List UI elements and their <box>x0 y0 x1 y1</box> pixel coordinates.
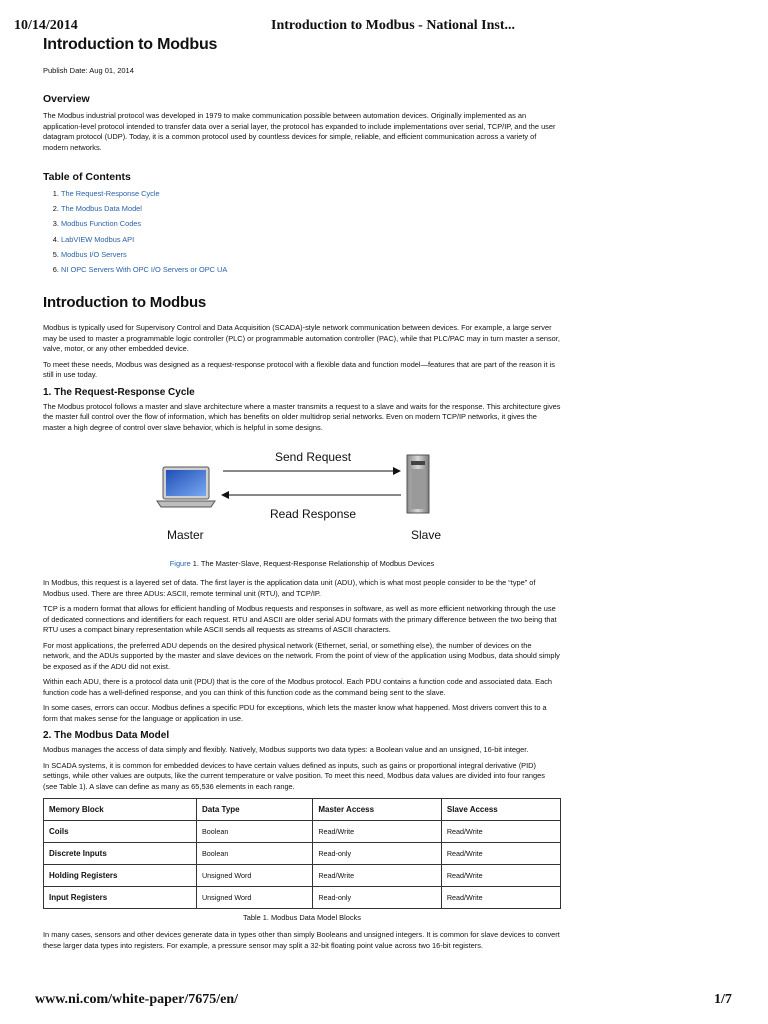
table-header-cell: Memory Block <box>44 799 197 821</box>
table-cell: Boolean <box>196 821 312 843</box>
table-cell: Read/Write <box>441 821 560 843</box>
section-1-paragraph-2: In Modbus, this request is a layered set of data. The first layer is the application data unit (ADU), which is what most people consider to be the “type” of Modbus used. There are three ADUs: ASCII, remote terminal unit (RTU), and TCP/IP. <box>43 578 536 598</box>
toc-link-io-servers[interactable]: Modbus I/O Servers <box>61 249 127 259</box>
laptop-icon <box>157 467 215 507</box>
section-2-paragraph-1: Modbus manages the access of data simply and flexibly. Natively, Modbus supports two data types: a Boolean value and an unsigned, 16-bit integer. <box>43 745 529 755</box>
table-cell: Read/Write <box>313 865 442 887</box>
table-cell: Boolean <box>196 843 312 865</box>
toc-link-data-model[interactable]: The Modbus Data Model <box>61 204 142 214</box>
intro-paragraph-2: To meet these needs, Modbus was designed as a request-response protocol with a flexible data and function model—features that are part of the reason it is still in use today. <box>43 359 555 380</box>
section-1-paragraph-5: Within each ADU, there is a protocol data unit (PDU) that is the core of the Modbus protocol. Each PDU contains a function code and associated data. Each function code has a well-defined response, and you can think of this function code as the command being sent to the slave. <box>43 677 553 697</box>
print-footer-page: 1/7 <box>714 992 732 1007</box>
toc-link-opc-servers[interactable]: NI OPC Servers With OPC I/O Servers or OPC UA <box>61 264 228 274</box>
intro-paragraph-1: Modbus is typically used for Supervisory Control and Data Acquisition (SCADA)-style network communication between devices. For example, a large server may be used to master a programmable logic controller (PLC) or programmable automation controller (PAC), while that PLC/PAC may in turn master a sensor, valve, motor, or any other embedded device. <box>43 323 560 354</box>
toc-link-request-response[interactable]: The Request-Response Cycle <box>61 189 160 198</box>
table-cell: Read-only <box>313 887 442 909</box>
master-slave-diagram <box>145 445 445 545</box>
section-2-paragraph-2: In SCADA systems, it is common for embedded devices to have certain values defined as inputs, such as gains or proportional integral derivative (PID) settings, while other values are outputs, like the current temperature or valve position. To meet this need, Modbus data values are divided into four ranges (see Table 1). A slave can define as many as 65,536 elements in each range. <box>43 760 545 791</box>
table-cell: Unsigned Word <box>196 887 312 909</box>
figure-caption: Figure 1. The Master-Slave, Request-Response Relationship of Modbus Devices <box>169 559 435 569</box>
page-title: Introduction to Modbus <box>43 36 218 53</box>
data-model-table <box>43 798 561 909</box>
table-cell: Read-only <box>313 843 442 865</box>
table-cell: Read/Write <box>313 821 442 843</box>
print-header-title: Introduction to Modbus - National Inst... <box>271 18 516 33</box>
send-request-label: Send Request <box>275 450 352 465</box>
print-header-date: 10/14/2014 <box>14 18 78 33</box>
toc-heading: Table of Contents <box>43 171 131 183</box>
table-of-contents <box>43 189 561 280</box>
table-row <box>44 865 561 887</box>
section-1-paragraph-6: In some cases, errors can occur. Modbus defines a specific PDU for exceptions, which lets the master know what happened. Most drivers convert this to a form that makes sense for the language or application in use. <box>43 703 547 723</box>
toc-link-function-codes[interactable]: Modbus Function Codes <box>61 219 142 229</box>
server-icon <box>407 455 429 513</box>
table-caption: Table 1. Modbus Data Model Blocks <box>243 913 361 923</box>
table-row <box>44 887 561 909</box>
toc-link-labview-api[interactable]: LabVIEW Modbus API <box>61 234 135 244</box>
section-1-paragraph-3: TCP is a modern format that allows for efficient handling of Modbus requests and responses in software, as well as more efficient networking through the use of dedicated connections and identifiers for each request. RTU and ASCII are older serial ADU formats with the primary difference between the two being that RTU uses a compact binary representation while ASCII sends all requests as streams of ASCII characters. <box>43 604 557 635</box>
table-row <box>44 821 561 843</box>
table-header-cell: Master Access <box>313 799 442 821</box>
table-cell: Holding Registers <box>44 865 197 887</box>
table-header-cell: Data Type <box>196 799 312 821</box>
table-cell: Discrete Inputs <box>44 843 197 865</box>
slave-label: Slave <box>411 528 442 543</box>
master-label: Master <box>167 528 204 543</box>
table-cell: Coils <box>44 821 197 843</box>
section-1-paragraph-4: For most applications, the preferred ADU depends on the desired physical network (Ethernet, serial, or something else), the number of devices on the network, and the ADUs supported by the master and slave devices on the network. From the point of view of the application using Modbus, data should simply be exposed as if the ADU did not exist. <box>43 640 560 671</box>
article <box>43 36 561 956</box>
table-cell: Unsigned Word <box>196 865 312 887</box>
master-slave-figure <box>145 445 445 545</box>
section-title: Introduction to Modbus <box>43 294 207 312</box>
overview-heading: Overview <box>43 93 90 105</box>
section-1-heading: 1. The Request-Response Cycle <box>43 386 195 398</box>
table-header-row <box>44 799 561 821</box>
print-footer-url: www.ni.com/white-paper/7675/en/ <box>35 992 238 1007</box>
table-header-cell: Slave Access <box>441 799 560 821</box>
publish-date: Publish Date: Aug 01, 2014 <box>43 66 134 75</box>
table-cell: Read/Write <box>441 843 560 865</box>
table-cell: Input Registers <box>44 887 197 909</box>
section-2-heading: 2. The Modbus Data Model <box>43 730 170 742</box>
read-response-label: Read Response <box>270 507 357 522</box>
table-cell: Read/Write <box>441 865 560 887</box>
overview-text: The Modbus industrial protocol was developed in 1979 to make communication possible between automation devices. Originally implemented as an application-level protocol intended to transfer data over a serial layer, the protocol has expanded to include implementations over serial, TCP/IP, and the user datagram protocol (UDP). Today, it is a common protocol used by countless devices for simple, reliable, and efficient communication across a variety of modern networks. <box>43 111 556 152</box>
table-cell: Read/Write <box>441 887 560 909</box>
section-2-paragraph-3: In many cases, sensors and other devices generate data in types other than simply Booleans and unsigned integers. It is common for slave devices to convert these larger data types into registers. For example, a pressure sensor may split a 32-bit floating point value across two 16-bit registers. <box>43 930 560 950</box>
table-row <box>44 843 561 865</box>
section-1-paragraph-1: The Modbus protocol follows a master and slave architecture where a master transmits a request to a slave and waits for the response. This architecture gives the master full control over the flow of information, which has benefits on older multidrop serial networks. Even on modern TCP/IP networks, it gives the master a high degree of control over slave behavior, which is helpful in some designs. <box>43 401 561 432</box>
figure-link[interactable]: Figure <box>169 559 191 569</box>
